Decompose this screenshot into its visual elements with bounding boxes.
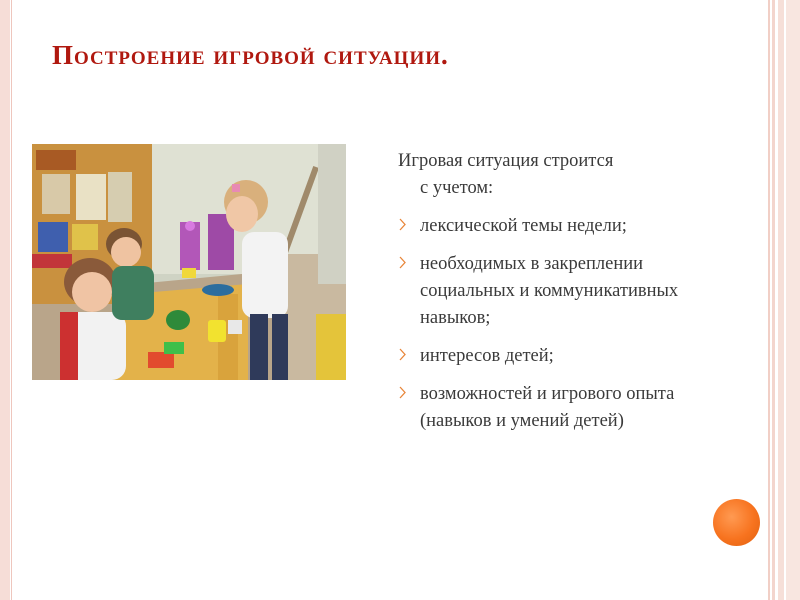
decorative-orange-circle	[713, 499, 760, 546]
bullet-list	[398, 213, 698, 435]
bullet-arrow-icon	[399, 348, 406, 361]
frame-left-line	[11, 0, 12, 600]
list-item	[398, 213, 698, 240]
list-item-text: лексической темы недели;	[420, 216, 627, 236]
list-item-text: необходимых в закреплении социальных и коммуникативных навыков;	[420, 254, 679, 328]
intro-line: с учетом:	[420, 178, 494, 198]
frame-right-stripe	[772, 0, 775, 600]
frame-left-stripe	[0, 0, 10, 600]
list-item	[398, 251, 698, 332]
list-item	[398, 343, 698, 370]
slide-title: Построение игровой ситуации.	[52, 40, 449, 70]
frame-right-stripe	[778, 0, 784, 600]
frame-right-stripe	[768, 0, 770, 600]
classroom-photo	[32, 144, 346, 380]
bullet-arrow-icon	[399, 256, 406, 269]
bullet-arrow-icon	[399, 218, 406, 231]
intro-text	[398, 148, 698, 202]
intro-line: Игровая ситуация строится	[398, 151, 614, 171]
list-item-text: возможностей и игрового опыта (навыков и умений детей)	[420, 384, 675, 431]
list-item	[398, 381, 698, 435]
text-content	[398, 148, 698, 446]
list-item-text: интересов детей;	[420, 346, 554, 366]
frame-right-stripe	[786, 0, 800, 600]
bullet-arrow-icon	[399, 386, 406, 399]
